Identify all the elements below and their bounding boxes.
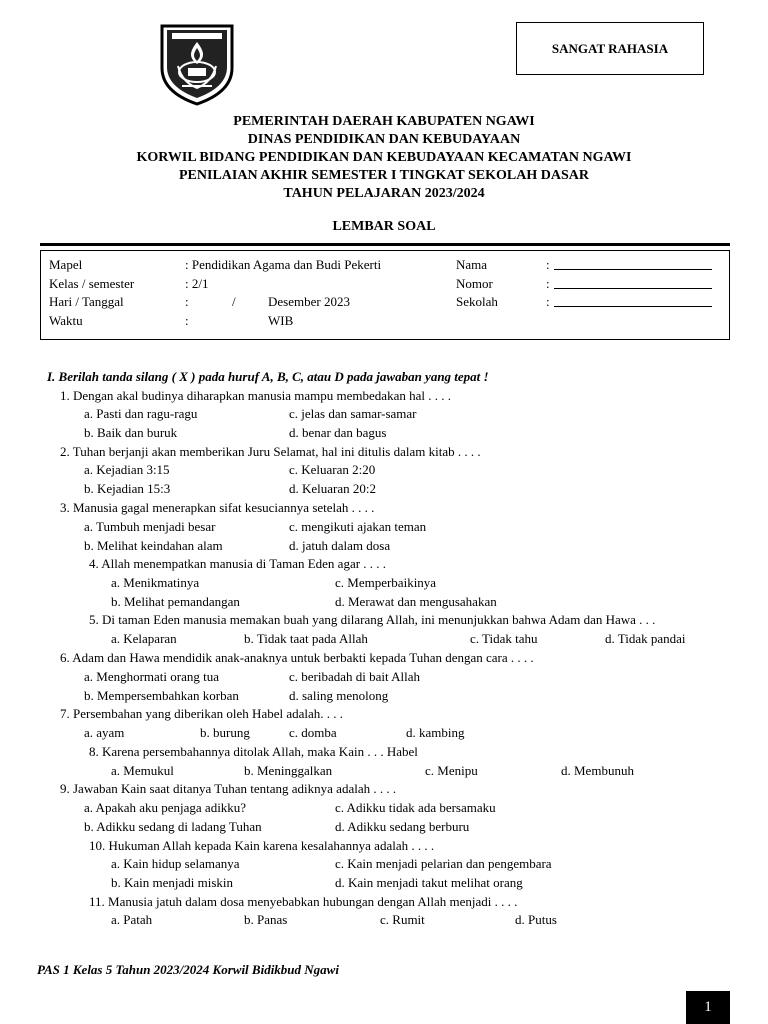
q1-option-b: b. Baik dan buruk bbox=[84, 425, 178, 440]
q10-option-d: d. Kain menjadi takut melihat orang bbox=[335, 875, 523, 890]
q9-option-d: d. Adikku sedang berburu bbox=[335, 819, 470, 834]
q5-option-a: a. Kelaparan bbox=[111, 631, 177, 646]
q6-option-a: a. Menghormati orang tua bbox=[84, 669, 220, 684]
header-line-4: PENILAIAN AKHIR SEMESTER I TINGKAT SEKOLAH DASAR bbox=[179, 168, 589, 183]
q4-option-b: b. Melihat pemandangan bbox=[111, 594, 240, 609]
q2-option-d: d. Keluaran 20:2 bbox=[289, 481, 377, 496]
instruction: I. Berilah tanda silang ( X ) pada huruf A, B, C, atau D pada jawaban yang tepat ! bbox=[47, 369, 489, 384]
q7-option-a: a. ayam bbox=[84, 725, 125, 740]
q8-option-d: d. Membunuh bbox=[561, 763, 634, 778]
mapel-value: : Pendidikan Agama dan Budi Pekerti bbox=[185, 257, 382, 272]
regency-emblem-logo bbox=[158, 20, 236, 106]
question-3: 3. Manusia gagal menerapkan sifat kesuciannya setelah . . . . bbox=[60, 500, 375, 515]
question-4: 4. Allah menempatkan manusia di Taman Eden agar . . . . bbox=[89, 556, 387, 571]
hari-month: Desember 2023 bbox=[268, 294, 350, 309]
q10-option-b: b. Kain menjadi miskin bbox=[111, 875, 234, 890]
q5-option-b: b. Tidak taat pada Allah bbox=[244, 631, 368, 646]
q4-option-c: c. Memperbaikinya bbox=[335, 575, 437, 590]
q6-option-d: d. saling menolong bbox=[289, 688, 389, 703]
question-8: 8. Karena persembahannya ditolak Allah, maka Kain . . . Habel bbox=[89, 744, 418, 759]
q6-option-b: b. Mempersembahkan korban bbox=[84, 688, 239, 703]
hari-colon: : bbox=[185, 294, 189, 309]
footer-text: PAS 1 Kelas 5 Tahun 2023/2024 Korwil Bidikbud Ngawi bbox=[37, 962, 339, 977]
q10-option-a: a. Kain hidup selamanya bbox=[111, 856, 240, 871]
q7-option-d: d. kambing bbox=[406, 725, 465, 740]
question-9: 9. Jawaban Kain saat ditanya Tuhan tentang adiknya adalah . . . . bbox=[60, 781, 397, 796]
header-line-2: DINAS PENDIDIKAN DAN KEBUDAYAAN bbox=[247, 132, 521, 147]
q7-option-c: c. domba bbox=[289, 725, 337, 740]
q11-option-d: d. Putus bbox=[515, 912, 557, 927]
divider-rule bbox=[40, 243, 730, 246]
question-2: 2. Tuhan berjanji akan memberikan Juru Selamat, hal ini ditulis dalam kitab . . . . bbox=[60, 444, 481, 459]
nama-colon: : bbox=[546, 257, 550, 272]
nama-blank bbox=[554, 259, 712, 270]
q3-option-b: b. Melihat keindahan alam bbox=[84, 538, 223, 553]
q11-option-a: a. Patah bbox=[111, 912, 153, 927]
q1-option-a: a. Pasti dan ragu-ragu bbox=[84, 406, 198, 421]
sekolah-colon: : bbox=[546, 294, 550, 309]
nomor-blank bbox=[554, 278, 712, 289]
q9-option-a: a. Apakah aku penjaga adikku? bbox=[84, 800, 247, 815]
question-11: 11. Manusia jatuh dalam dosa menyebabkan hubungan dengan Allah menjadi . . . . bbox=[89, 894, 518, 909]
question-1: 1. Dengan akal budinya diharapkan manusia mampu membedakan hal . . . . bbox=[60, 388, 451, 403]
nama-label: Nama bbox=[456, 257, 488, 272]
hari-slash: / bbox=[232, 294, 236, 309]
q4-option-a: a. Menikmatinya bbox=[111, 575, 200, 590]
waktu-label: Waktu bbox=[49, 313, 83, 328]
q11-option-b: b. Panas bbox=[244, 912, 288, 927]
sekolah-label: Sekolah bbox=[456, 294, 498, 309]
nomor-label: Nomor bbox=[456, 276, 493, 291]
q9-option-b: b. Adikku sedang di ladang Tuhan bbox=[84, 819, 262, 834]
mapel-label: Mapel bbox=[49, 257, 83, 272]
question-5: 5. Di taman Eden manusia memakan buah yang dilarang Allah, ini menunjukkan bahwa Adam dan Hawa . . . bbox=[89, 612, 656, 627]
waktu-unit: WIB bbox=[268, 313, 294, 328]
q10-option-c: c. Kain menjadi pelarian dan pengembara bbox=[335, 856, 552, 871]
page-number: 1 bbox=[686, 991, 730, 1024]
q7-option-b: b. burung bbox=[200, 725, 250, 740]
q2-option-a: a. Kejadian 3:15 bbox=[84, 462, 170, 477]
q9-option-c: c. Adikku tidak ada bersamaku bbox=[335, 800, 496, 815]
q3-option-d: d. jatuh dalam dosa bbox=[289, 538, 391, 553]
question-10: 10. Hukuman Allah kepada Kain karena kesalahannya adalah . . . . bbox=[89, 838, 435, 853]
nomor-colon: : bbox=[546, 276, 550, 291]
q5-option-d: d. Tidak pandai bbox=[605, 631, 686, 646]
q3-option-a: a. Tumbuh menjadi besar bbox=[84, 519, 216, 534]
kelas-label: Kelas / semester bbox=[49, 276, 135, 291]
q8-option-c: c. Menipu bbox=[425, 763, 478, 778]
q2-option-b: b. Kejadian 15:3 bbox=[84, 481, 171, 496]
question-7: 7. Persembahan yang diberikan oleh Habel adalah. . . . bbox=[60, 706, 344, 721]
q5-option-c: c. Tidak tahu bbox=[470, 631, 538, 646]
q6-option-c: c. beribadah di bait Allah bbox=[289, 669, 421, 684]
q1-option-c: c. jelas dan samar-samar bbox=[289, 406, 417, 421]
q1-option-d: d. benar dan bagus bbox=[289, 425, 387, 440]
hari-label: Hari / Tanggal bbox=[49, 294, 124, 309]
header-line-1: PEMERINTAH DAERAH KABUPATEN NGAWI bbox=[233, 114, 535, 129]
q8-option-b: b. Meninggalkan bbox=[244, 763, 333, 778]
sheet-title: LEMBAR SOAL bbox=[332, 219, 436, 234]
header-line-3: KORWIL BIDANG PENDIDIKAN DAN KEBUDAYAAN KECAMATAN NGAWI bbox=[136, 150, 632, 165]
q4-option-d: d. Merawat dan mengusahakan bbox=[335, 594, 497, 609]
q11-option-c: c. Rumit bbox=[380, 912, 425, 927]
header-line-5: TAHUN PELAJARAN 2023/2024 bbox=[283, 186, 485, 201]
sekolah-blank bbox=[554, 296, 712, 307]
kelas-value: : 2/1 bbox=[185, 276, 209, 291]
confidential-badge: SANGAT RAHASIA bbox=[516, 22, 704, 75]
q3-option-c: c. mengikuti ajakan teman bbox=[289, 519, 427, 534]
question-6: 6. Adam dan Hawa mendidik anak-anaknya untuk berbakti kepada Tuhan dengan cara . . . . bbox=[60, 650, 534, 665]
waktu-colon: : bbox=[185, 313, 189, 328]
q8-option-a: a. Memukul bbox=[111, 763, 174, 778]
q2-option-c: c. Keluaran 2:20 bbox=[289, 462, 376, 477]
